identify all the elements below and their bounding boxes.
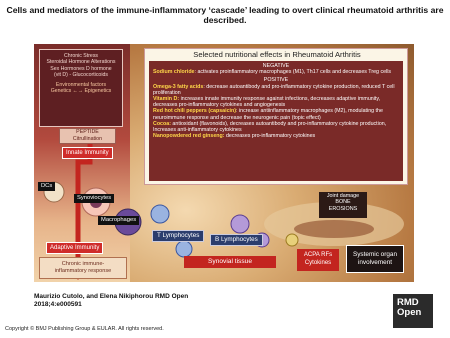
synovial-tissue-label: Synovial tissue (184, 256, 276, 268)
ginseng-text: decreases pro-inflammatory cytokines (224, 133, 316, 140)
logo-line-2: Open (397, 307, 422, 318)
b-cell (231, 215, 249, 233)
logo-line-1: RMD (397, 297, 419, 308)
stress-line: Chronic Stress (63, 53, 99, 59)
systemic-line-1: Systemic organ (352, 251, 398, 258)
pepper-text: : increase antiinflammatory macrophages (M2), modulating the neuroimmune response and decrease the neurogenic pain (topic effect) (153, 108, 383, 121)
acpa-box (297, 249, 339, 271)
sodium-keyword: Sodium chloride (153, 69, 195, 76)
stress-line: (vit D) - Glucocorticoids (54, 71, 108, 78)
systemic-box (346, 245, 404, 273)
joint-damage-box (319, 192, 367, 218)
t-cell (151, 205, 169, 223)
stress-factors-box (39, 49, 123, 127)
omega-keyword: Omega-3 fatty acids (153, 83, 204, 90)
joint-cavity (294, 220, 374, 238)
cocoa-item (153, 121, 399, 133)
vitd-text: increases innate immunity response against infections, decreases adaptive immunity, decreases pro-inflammatory cytokines and angiogenesis (153, 96, 381, 109)
sodium-item (153, 69, 399, 75)
joint-line-3: EROSIONS (328, 205, 358, 212)
pepper-item (153, 108, 399, 120)
nutrition-body (149, 61, 403, 181)
ginseng-item (153, 133, 399, 139)
nutrition-title: Selected nutritional effects in Rheumatoid Arthritis (193, 50, 361, 59)
peptide-label: PEPTIDE (76, 129, 99, 135)
chronic-line-2: inflammatory response (54, 268, 112, 274)
acpa-line-2: Cytokines (304, 259, 332, 266)
citation-line-1: Maurizio Cutolo, and Elena Nikiphorou RMD Open (34, 293, 189, 300)
adaptive-immunity-label: Adaptive Immunity (46, 242, 103, 254)
nutrition-panel (144, 48, 408, 185)
citation-line-2: 2018;4:e000591 (34, 301, 82, 308)
genetics-line: Genetics ←→ Epigenetics (50, 88, 112, 95)
innate-immunity-label: Innate Immunity (62, 147, 113, 159)
acpa-line-1: ACPA RFs (303, 252, 333, 258)
environment-line: Environmental factors (55, 82, 107, 89)
cascade-figure (34, 44, 414, 282)
dcs-label: DCs (38, 182, 55, 191)
synoviocytes-label: Synoviocytes (74, 194, 114, 203)
sodium-text: : activates proinflammatory macrophages (M1), Th17 cells and decreases Treg cells (194, 69, 392, 76)
pepper-keyword: Red hot chili peppers (capsaicin) (153, 108, 237, 115)
t-cell-2 (176, 241, 192, 257)
antibody-cell (286, 234, 298, 246)
joint-line-1: Joint damage (326, 193, 360, 199)
ginseng-keyword: Nanopowdered red ginseng: (153, 133, 225, 140)
peptide-box (59, 128, 116, 144)
systemic-line-2: involvement (357, 259, 393, 266)
vitd-item (153, 96, 399, 108)
stress-line: Steroidal Hormone Alterations (46, 59, 116, 66)
omega-text: : decrease autoantibody and pro-inflammatory cytokine production, reduced T cell proliferation (153, 83, 395, 96)
t-lymphocytes-label: T Lymphocytes (152, 230, 204, 242)
copyright: Copyright © BMJ Publishing Group & EULAR. All rights reserved. (5, 326, 164, 332)
cocoa-text: antioxidant (flavonoids), decreases autoantibody and pro-inflammatory cytokine production, Increases anti-inflammatory cytokines (153, 120, 387, 134)
cocoa-keyword: Cocoa: (153, 120, 171, 127)
b-lymphocytes-label: B Lymphocytes (210, 234, 263, 246)
macrophages-label: Macrophages (98, 216, 139, 225)
omega-item (153, 84, 399, 96)
negative-header: NEGATIVE (262, 63, 290, 69)
chronic-response-box (39, 257, 127, 279)
citrullination-label: Citrullination (72, 136, 103, 142)
chronic-line-1: Chronic immune- (61, 261, 105, 267)
rmd-open-logo (393, 294, 433, 328)
citation (34, 293, 188, 309)
joint-line-2: BONE (335, 199, 351, 206)
positive-header: POSITIVE (263, 77, 289, 84)
stress-line: Sex Hormones D hormone (50, 65, 112, 72)
vitd-keyword: Vitamin D: (153, 96, 180, 103)
figure-title: Cells and mediators of the immune-inflammatory ‘cascade’ leading to overt clinical rheumatoid arthritis are described. (6, 5, 444, 25)
